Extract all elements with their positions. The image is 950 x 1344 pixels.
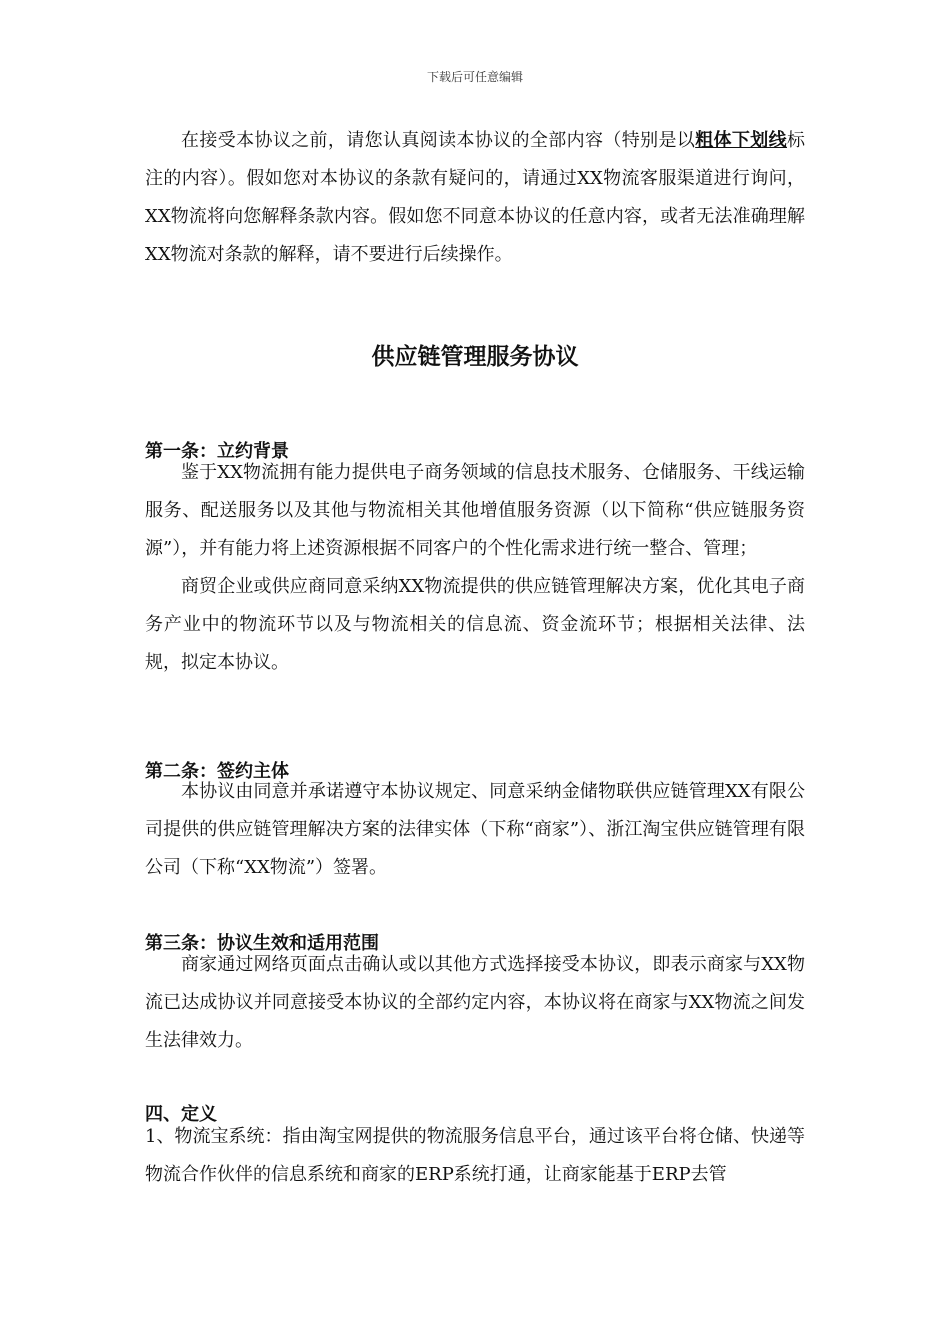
section-body-2 bbox=[145, 773, 805, 887]
section-body-4 bbox=[145, 1118, 805, 1194]
document-title: 供应链管理服务协议 bbox=[371, 343, 579, 370]
section-4-paragraph-1: 1、物流宝系统：指由淘宝网提供的物流服务信息平台，通过该平台将仓储、快递等物流合作伙伴的信息系统和商家的ERP系统打通，让商家能基于ERP去管 bbox=[145, 1126, 805, 1185]
intro-text-after: 标注的内容）。假如您对本协议的条款有疑问的，请通过XX物流客服渠道进行询问，XX物流将向您解释条款内容。假如您不同意本协议的任意内容，或者无法准确理解XX物流对条款的解释，请不要进行后续操作。 bbox=[145, 130, 806, 265]
section-body-3 bbox=[145, 946, 805, 1060]
intro-paragraph bbox=[145, 122, 805, 274]
section-1-paragraph-2: 商贸企业或供应商同意采纳XX物流提供的供应链管理解决方案，优化其电子商务产业中的物流环节以及与物流相关的信息流、资金流环节；根据相关法律、法规，拟定本协议。 bbox=[145, 576, 805, 673]
section-heading-3: 第三条：协议生效和适用范围 bbox=[145, 933, 379, 954]
section-2-paragraph-1: 本协议由同意并承诺遵守本协议规定、同意采纳金储物联供应链管理XX有限公司提供的供应链管理解决方案的法律实体（下称“商家”）、浙江淘宝供应链管理有限公司（下称“XX物流”）签署。 bbox=[145, 781, 805, 878]
intro-text-before: 在接受本协议之前，请您认真阅读本协议的全部内容（特别是以 bbox=[181, 130, 696, 151]
section-heading-4: 四、定义 bbox=[145, 1104, 217, 1125]
section-body-1 bbox=[145, 454, 805, 682]
intro-emphasis: 粗体下划线 bbox=[695, 130, 788, 151]
section-heading-1: 第一条：立约背景 bbox=[145, 441, 289, 462]
page-header-note: 下载后可任意编辑 bbox=[426, 70, 523, 84]
section-heading-2: 第二条：签约主体 bbox=[145, 761, 289, 782]
section-3-paragraph-1: 商家通过网络页面点击确认或以其他方式选择接受本协议，即表示商家与XX物流已达成协议并同意接受本协议的全部约定内容，本协议将在商家与XX物流之间发生法律效力。 bbox=[145, 954, 805, 1051]
section-1-paragraph-1: 鉴于XX物流拥有能力提供电子商务领域的信息技术服务、仓储服务、干线运输服务、配送服务以及其他与物流相关其他增值服务资源（以下简称“供应链服务资源”），并有能力将上述资源根据不同客户的个性化需求进行统一整合、管理； bbox=[145, 462, 805, 559]
